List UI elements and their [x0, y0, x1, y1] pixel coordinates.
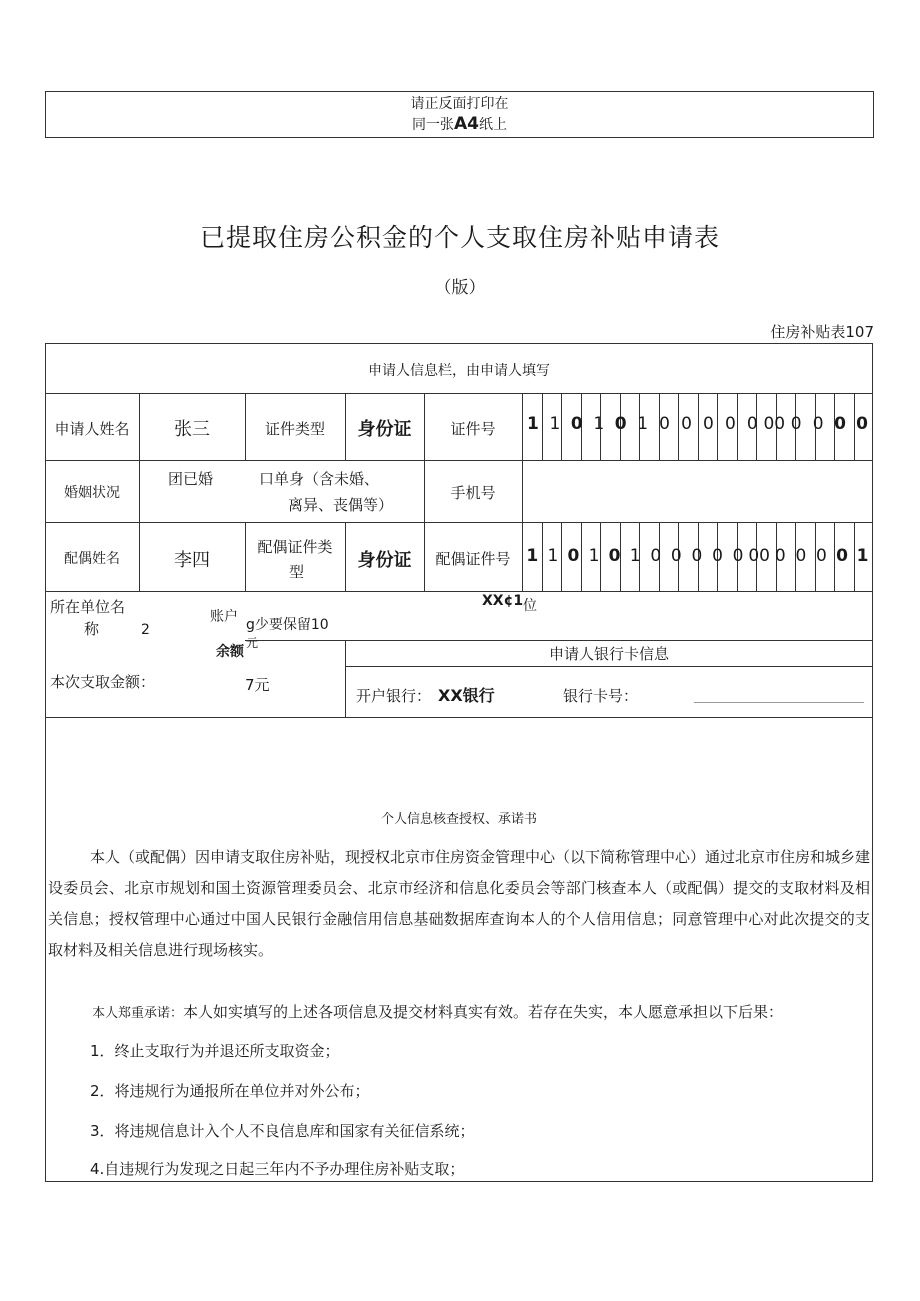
balance-note-1: g少要保留10 [246, 617, 329, 633]
amount-label: 本次支取金额： [50, 673, 156, 691]
unit-value[interactable]: XX¢1 [482, 593, 524, 609]
id-digit[interactable]: 0 [812, 414, 824, 434]
applicant-name-value[interactable]: 张三 [174, 419, 210, 440]
id-digit[interactable]: 1 [629, 546, 641, 566]
spouse-id-type-value[interactable]: 身份证 [357, 550, 412, 571]
id-digit[interactable]: 1 [549, 414, 561, 434]
id-digit[interactable]: 0 [703, 414, 714, 434]
section-header: 申请人信息栏，由申请人填写 [368, 363, 550, 379]
spouse-name-label: 配偶姓名 [64, 551, 120, 567]
balance-note-2: 元 [246, 636, 259, 650]
form-number: 住房补贴表107 [770, 323, 874, 341]
id-number-digits[interactable] [522, 414, 873, 434]
bank-value[interactable]: XX银行 [438, 686, 495, 705]
id-digit[interactable]: 0 [724, 414, 736, 434]
single-option-line1[interactable]: 口单身（含未婚、 [259, 470, 380, 488]
id-digit[interactable]: 0 [614, 414, 627, 434]
form-subtitle: （版） [434, 278, 486, 298]
notice-line1: 请正反面打印在 [410, 96, 509, 112]
marital-label: 婚姻状况 [64, 485, 120, 501]
id-digit[interactable]: 0 [670, 546, 682, 566]
unit-label-1: 所在单位名 [50, 598, 126, 616]
spouse-name-value[interactable]: 李四 [174, 550, 210, 571]
id-digit[interactable]: 0 [746, 414, 758, 434]
id-digit[interactable]: 0 [836, 546, 848, 566]
form-title: 已提取住房公积金的个人支取住房补贴申请表 [199, 223, 720, 252]
id-digit[interactable]: 0 [608, 546, 621, 566]
promise-line: 本人郑重承诺：本人如实填写的上述各项信息及提交材料真实有效。若存在失实，本人愿意承担以下后果： [92, 1003, 784, 1021]
id-digit[interactable]: 0 [732, 546, 744, 566]
spouse-id-type-label-1: 配偶证件类 [257, 538, 333, 556]
unit-number: 2 [141, 622, 150, 638]
print-notice [45, 91, 874, 138]
id-digit[interactable]: 1 [593, 414, 605, 434]
bank-label: 开户银行： [356, 687, 432, 705]
married-option[interactable]: 团已婚 [168, 470, 214, 488]
auth-paragraph: 本人（或配偶）因申请支取住房补贴，现授权北京市住房资金管理中心（以下简称管理中心）通过北京市住房和城乡建设委员会、北京市规划和国土资源管理委员会、北京市经济和信息化委员会等部门核查本人（或配偶）提交的支取材料及相关信息；授权管理中心通过中国人民银行金融信用信息基础数据库查询本人的个人信用信息；同意管理中心对此次提交的支取材料及相关信息进行现场核实。 [48, 848, 871, 959]
id-digit[interactable]: 0 [712, 546, 723, 566]
id-digit[interactable]: 0 [691, 546, 703, 566]
id-digit[interactable]: 00 [748, 546, 770, 566]
unit-suffix: 位 [523, 598, 537, 614]
id-digit[interactable]: 0 [650, 546, 662, 566]
notice-line2: 同一张A4纸上 [412, 114, 507, 134]
consequence-item-4: 4.自违规行为发现之日起三年内不予办理住房补贴支取； [90, 1160, 465, 1178]
consequence-item-3: 3．将违规信息计入个人不良信息库和国家有关征信系统； [90, 1122, 475, 1140]
consequence-item-1: 1．终止支取行为并退还所支取资金； [90, 1042, 340, 1060]
id-digit[interactable]: 1 [856, 546, 869, 566]
id-digit[interactable]: 1 [526, 546, 539, 566]
unit-label-2: 称 [84, 620, 100, 638]
amount-value[interactable]: 7元 [245, 676, 270, 694]
auth-title: 个人信息核查授权、承诺书 [380, 812, 537, 827]
id-number-label: 证件号 [450, 420, 496, 438]
phone-label: 手机号 [450, 484, 496, 502]
id-digit[interactable]: 0 [856, 414, 868, 434]
id-type-label: 证件类型 [264, 420, 325, 438]
id-digit[interactable]: 0 [659, 414, 670, 434]
id-digit[interactable]: 0 [681, 414, 692, 434]
id-digit[interactable]: 0 [795, 546, 807, 566]
account-label: 账户 [210, 609, 238, 625]
spouse-id-number-digits[interactable] [522, 546, 873, 566]
id-digit[interactable]: 1 [637, 414, 649, 434]
id-digit[interactable]: 0 [567, 546, 580, 566]
id-digit[interactable]: 1 [547, 546, 559, 566]
phone-input[interactable] [522, 470, 873, 518]
id-digit[interactable]: 0 [790, 414, 802, 434]
id-digit[interactable]: 00 [763, 414, 786, 434]
id-digit[interactable]: 0 [570, 414, 583, 434]
spouse-id-type-label-2: 型 [289, 563, 305, 581]
balance-label: 余额 [216, 644, 244, 660]
id-digit[interactable]: 1 [527, 414, 539, 434]
bank-info-header: 申请人银行卡信息 [548, 645, 669, 663]
applicant-name-label: 申请人姓名 [54, 420, 130, 438]
id-type-value[interactable]: 身份证 [357, 419, 412, 440]
card-number-input[interactable] [694, 702, 864, 703]
card-number-label: 银行卡号： [563, 687, 639, 705]
spouse-id-number-label: 配偶证件号 [435, 550, 511, 568]
id-digit[interactable]: 0 [774, 546, 786, 566]
id-digit[interactable]: 0 [816, 546, 827, 566]
id-digit[interactable]: 1 [588, 546, 600, 566]
id-digit[interactable]: 0 [834, 414, 847, 434]
single-option-line2: 离异、丧偶等） [288, 496, 394, 514]
consequence-item-2: 2．将违规行为通报所在单位并对外公布； [90, 1082, 370, 1100]
